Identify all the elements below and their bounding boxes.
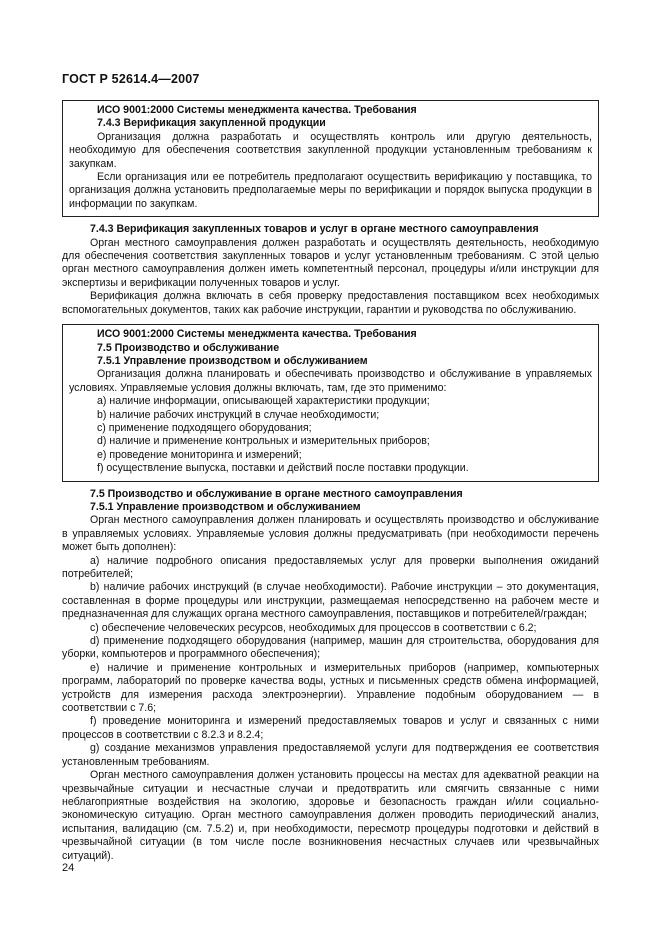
section2-list-item: c) обеспечение человеческих ресурсов, необходимых для процессов в соответствии с 6.2; xyxy=(90,621,537,634)
section1-paragraph-2: Верификация должна включать в себя проверку предоставления поставщиком всех необходимых вспомогательных документов, таких как рабочие инструкции, гарантии и руководства по обслуживанию. xyxy=(62,290,599,316)
page-content xyxy=(62,100,599,863)
box2-list-item: d) наличие и применение контрольных и измерительных приборов; xyxy=(97,435,430,448)
section2-list-item: e) наличие и применение контрольных и измерительных приборов (например, компьютерных программ, лабораторий по проверке качества воды, устных и письменных средств обмена информацией, устройств для измерения расхода электроэнергии). Управление подобным оборудованием — в соответствии с 7.6; xyxy=(62,661,599,715)
box2-list-item: c) применение подходящего оборудования; xyxy=(97,421,312,434)
section2-heading-2: 7.5.1 Управление производством и обслуживанием xyxy=(90,500,361,513)
iso-quote-box-1 xyxy=(62,100,599,217)
box2-heading-2: 7.5.1 Управление производством и обслуживанием xyxy=(97,354,368,367)
box2-list-item: f) осуществление выпуска, поставки и действий после поставки продукции. xyxy=(97,462,469,475)
box1-title: ИСО 9001:2000 Системы менеджмента качества. Требования xyxy=(97,104,417,116)
section-7-4-3 xyxy=(62,223,599,317)
section2-paragraph-1: Орган местного самоуправления должен планировать и осуществлять производство и обслуживание в управляемых условиях. Управляемые условия должны предусматривать (при необходимости перечень может быть дополнен): xyxy=(62,514,599,554)
box1-paragraph-1: Организация должна разработать и осуществлять контроль или другую деятельность, необходимую для обеспечения соответствия закупленной продукции установленным требованиям к закупкам. xyxy=(69,130,592,170)
section2-list-item: d) применение подходящего оборудования (например, машин для строительства, оборудования для уборки, компьютеров и программного обеспечения); xyxy=(62,635,599,661)
section2-list-item: g) создание механизмов управления предоставляемой услуги для подтверждения ее соответствия установленным требованиям. xyxy=(62,742,599,768)
box2-list-item: e) проведение мониторинга и измерений; xyxy=(97,448,302,461)
box2-paragraph-1: Организация должна планировать и обеспечивать производство и обслуживание в управляемых условиях. Управляемые условия должны включать, там, где это применимо: xyxy=(69,368,592,394)
section1-paragraph-1: Орган местного самоуправления должен разработать и осуществлять деятельность, необходимую для обеспечения соответствия закупленных товаров и услуг установленным требованиям. С этой целью орган местного самоуправления должен иметь компетентный персонал, процедуры и/или инструкции для экспертизы и верификации полученных товаров и услуг. xyxy=(62,236,599,289)
box2-list-item: а) наличие информации, описывающей характеристики продукции; xyxy=(97,395,430,408)
iso-quote-box-2 xyxy=(62,324,599,481)
page-number: 24 xyxy=(62,862,75,874)
box1-paragraph-2: Если организация или ее потребитель предполагают осуществить верификацию у поставщика, то организация должна установить предполагаемые меры по верификации и порядок выпуска продукции в информации по закупкам. xyxy=(69,171,592,210)
document-header: ГОСТ Р 52614.4—2007 xyxy=(62,72,200,86)
section1-title: 7.4.3 Верификация закупленных товаров и услуг в органе местного самоуправления xyxy=(90,223,539,236)
section2-list-item: f) проведение мониторинга и измерений предоставляемых товаров и услуг и связанных с ними процессов в соответствии с 8.2.3 и 8.2.4; xyxy=(62,715,599,741)
section2-heading-1: 7.5 Производство и обслуживание в органе местного самоуправления xyxy=(90,487,463,500)
box2-list-item: b) наличие рабочих инструкций в случае необходимости; xyxy=(97,408,380,421)
section-7-5 xyxy=(62,488,599,863)
section2-list-item: b) наличие рабочих инструкций (в случае необходимости). Рабочие инструкции – это документация, составленная в форме процедуры или инструкции, размещаемая непосредственно на рабочем месте и предназначенная для служащих органа местного самоуправления, поставщиков и потребителей/граждан; xyxy=(62,581,599,621)
section2-list-item: а) наличие подробного описания предоставляемых услуг для проверки выполнения ожиданий потребителей; xyxy=(62,554,599,580)
section2-paragraph-2: Орган местного самоуправления должен установить процессы на местах для адекватной реакции на чрезвычайные ситуации и несчастные случаи и предотвратить или смягчить связанные с ними неблагоприятные воздействия на экологию, здоровье и безопасность граждан и/или социально-экономическую ситуацию. Орган местного самоуправления должен проводить периодический анализ, испытания, валидацию (см. 7.5.2) и, при необходимости, пересмотр процедуры подготовки и действий в чрезвычайной ситуации (в том числе после возникновения несчастных случаев или чрезвычайных ситуаций). xyxy=(62,769,599,862)
box1-subtitle: 7.4.3 Верификация закупленной продукции xyxy=(97,117,326,130)
box2-heading-1: 7.5 Производство и обслуживание xyxy=(97,341,280,354)
box2-title: ИСО 9001:2000 Системы менеджмента качества. Требования xyxy=(97,328,417,341)
